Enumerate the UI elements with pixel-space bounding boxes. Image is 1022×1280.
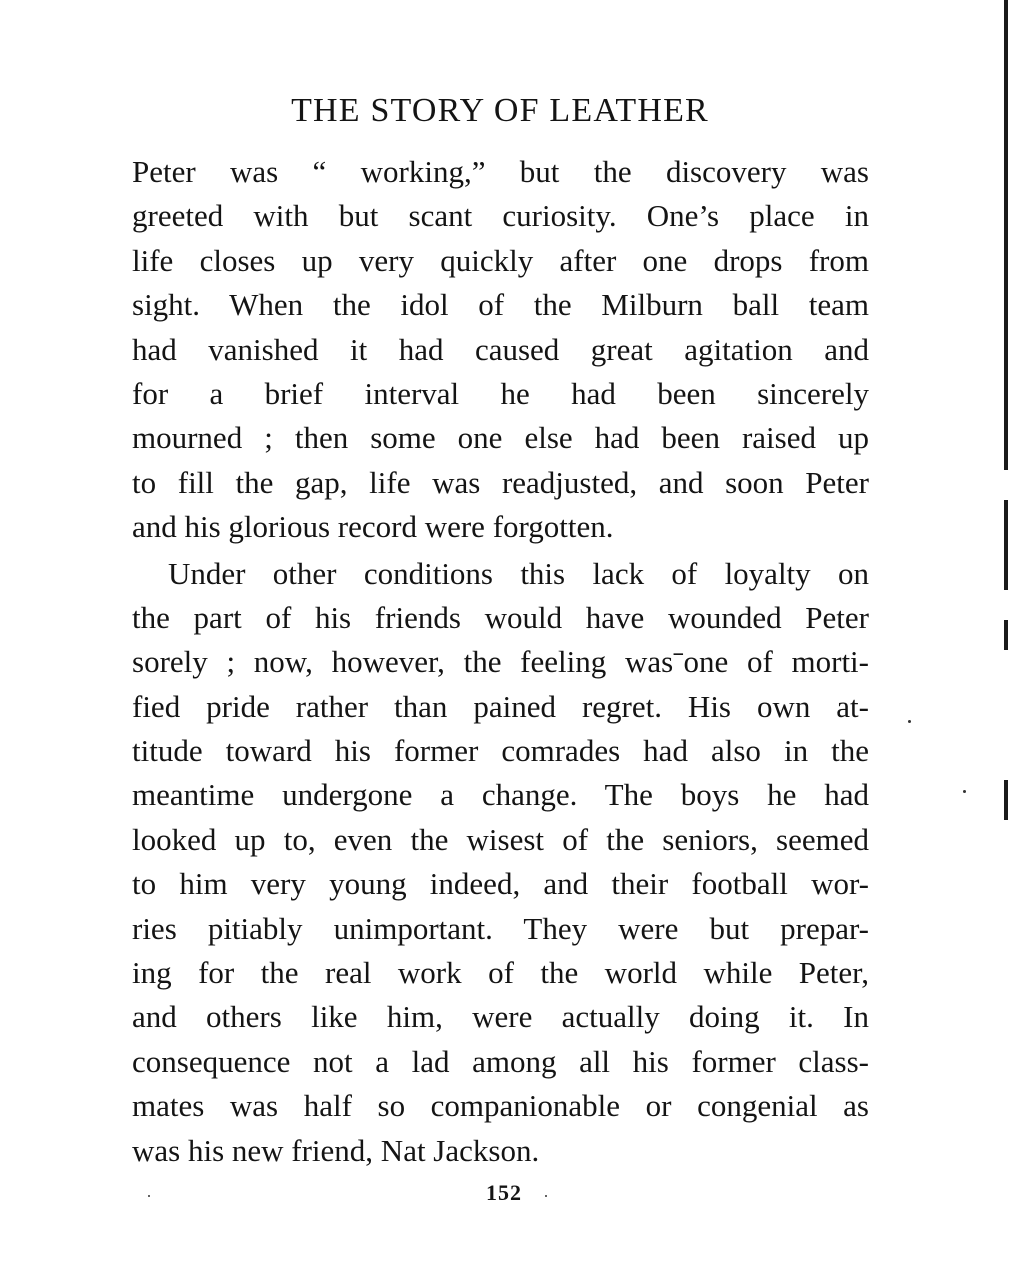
text-line: fied pride rather than pained regret. His own at- (132, 688, 869, 724)
text-line: Under other conditions this lack of loyalty on (168, 555, 869, 591)
text-line: for a brief interval he had been sincerely (132, 375, 869, 411)
text-line: consequence not a lad among all his former class- (132, 1043, 869, 1079)
scan-edge-line (1004, 0, 1008, 1280)
text-line: sight. When the idol of the Milburn ball team (132, 287, 869, 323)
text-line: meantime undergone a change. The boys he had (132, 777, 869, 813)
text-line: mates was half so companionable or congenial as (132, 1088, 869, 1124)
paragraph-1 (132, 150, 869, 550)
text-line: life closes up very quickly after one drops from (132, 242, 869, 278)
text-line: the part of his friends would have wounded Peter (132, 599, 869, 635)
text-line: looked up to, even the wisest of the seniors, seemed (132, 821, 869, 857)
text-line: Peter was “ working,” but the discovery was (132, 154, 869, 189)
paragraph-2 (132, 552, 869, 1173)
text-line: mourned ; then some one else had been raised up (132, 420, 869, 456)
scan-speck (908, 720, 911, 723)
text-line: and his glorious record were forgotten. (132, 509, 614, 545)
text-line: to him very young indeed, and their football wor- (132, 866, 869, 902)
running-head: THE STORY OF LEATHER (291, 92, 709, 129)
text-line: ing for the real work of the world while Peter, (132, 955, 869, 991)
scan-speck (148, 1195, 150, 1197)
body-text (132, 150, 869, 1175)
text-line: greeted with but scant curiosity. One’s place in (132, 198, 869, 234)
text-line: ries pitiably unimportant. They were but prepar- (132, 910, 869, 946)
text-line: to fill the gap, life was readjusted, and soon Peter (132, 464, 869, 500)
text-line: sorely ; now, however, the feeling wasˉone of morti- (132, 644, 869, 680)
text-line: had vanished it had caused great agitation and (132, 331, 869, 367)
page-number: 152 (486, 1180, 522, 1205)
text-line: and others like him, were actually doing it. In (132, 999, 869, 1035)
text-line: was his new friend, Nat Jackson. (132, 1132, 540, 1168)
text-line: titude toward his former comrades had also in the (132, 733, 869, 769)
scan-speck (545, 1195, 547, 1197)
scan-speck (963, 790, 966, 793)
